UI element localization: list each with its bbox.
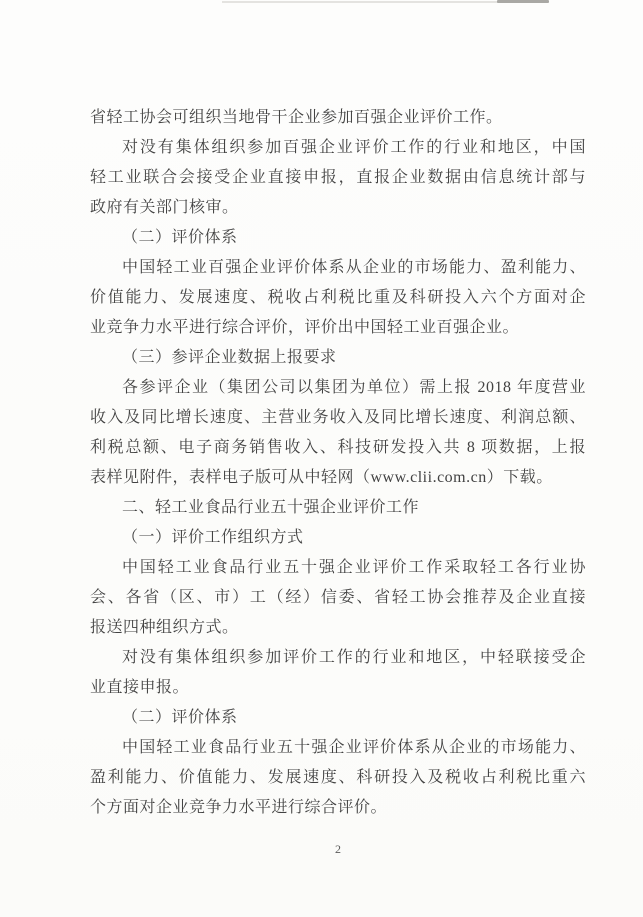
text-line: 对没有集体组织参加评价工作的行业和地区，中轻联接受企 <box>122 649 586 666</box>
text-line: 盈利能力、价值能力、发展速度、科研投入及税收占利税比重六 <box>90 769 586 786</box>
text-line: 收入及同比增长速度、主营业务收入及同比增长速度、利润总额、 <box>90 409 586 426</box>
text-line: 业竞争力水平进行综合评价，评价出中国轻工业百强企业。 <box>90 319 520 336</box>
text-line: 对没有集体组织参加百强企业评价工作的行业和地区，中国 <box>122 139 586 156</box>
text-line: 表样见附件，表样电子版可从中轻网（www.clii.com.cn）下载。 <box>90 469 553 486</box>
scan-artifact-line <box>497 0 549 3</box>
text-line: 中国轻工业食品行业五十强企业评价工作采取轻工各行业协 <box>122 559 586 576</box>
section-heading-line: （三）参评企业数据上报要求 <box>122 349 337 366</box>
text-line: 业直接申报。 <box>90 679 190 696</box>
scan-artifact-line <box>222 1 502 3</box>
text-line: 个方面对企业竞争力水平进行综合评价。 <box>90 799 388 816</box>
text-line: 利税总额、电子商务销售收入、科技研发投入共 8 项数据，上报 <box>90 439 586 456</box>
section-heading-line: （二）评价体系 <box>122 229 238 246</box>
document-body <box>90 103 586 856</box>
text-line: 轻工业联合会接受企业直接申报，直报企业数据由信息统计部与 <box>90 169 586 186</box>
text-line: 会、各省（区、市）工（经）信委、省轻工协会推荐及企业直接 <box>90 589 586 606</box>
text-line: 各参评企业（集团公司以集团为单位）需上报 2018 年度营业 <box>122 379 586 396</box>
text-line: 中国轻工业百强企业评价体系从企业的市场能力、盈利能力、 <box>122 259 586 276</box>
text-line: 政府有关部门核审。 <box>90 199 239 216</box>
text-line: 价值能力、发展速度、税收占利税比重及科研投入六个方面对企 <box>90 289 586 306</box>
section-heading-line: （一）评价工作组织方式 <box>122 529 304 546</box>
section-heading-line: 二、轻工业食品行业五十强企业评价工作 <box>122 499 420 516</box>
text-line: 报送四种组织方式。 <box>90 619 239 636</box>
text-line: 省轻工协会可组织当地骨干企业参加百强企业评价工作。 <box>90 109 503 126</box>
section-heading-line: （二）评价体系 <box>122 709 238 726</box>
text-line: 中国轻工业食品行业五十强企业评价体系从企业的市场能力、 <box>122 739 586 756</box>
page-number: 2 <box>335 842 341 856</box>
